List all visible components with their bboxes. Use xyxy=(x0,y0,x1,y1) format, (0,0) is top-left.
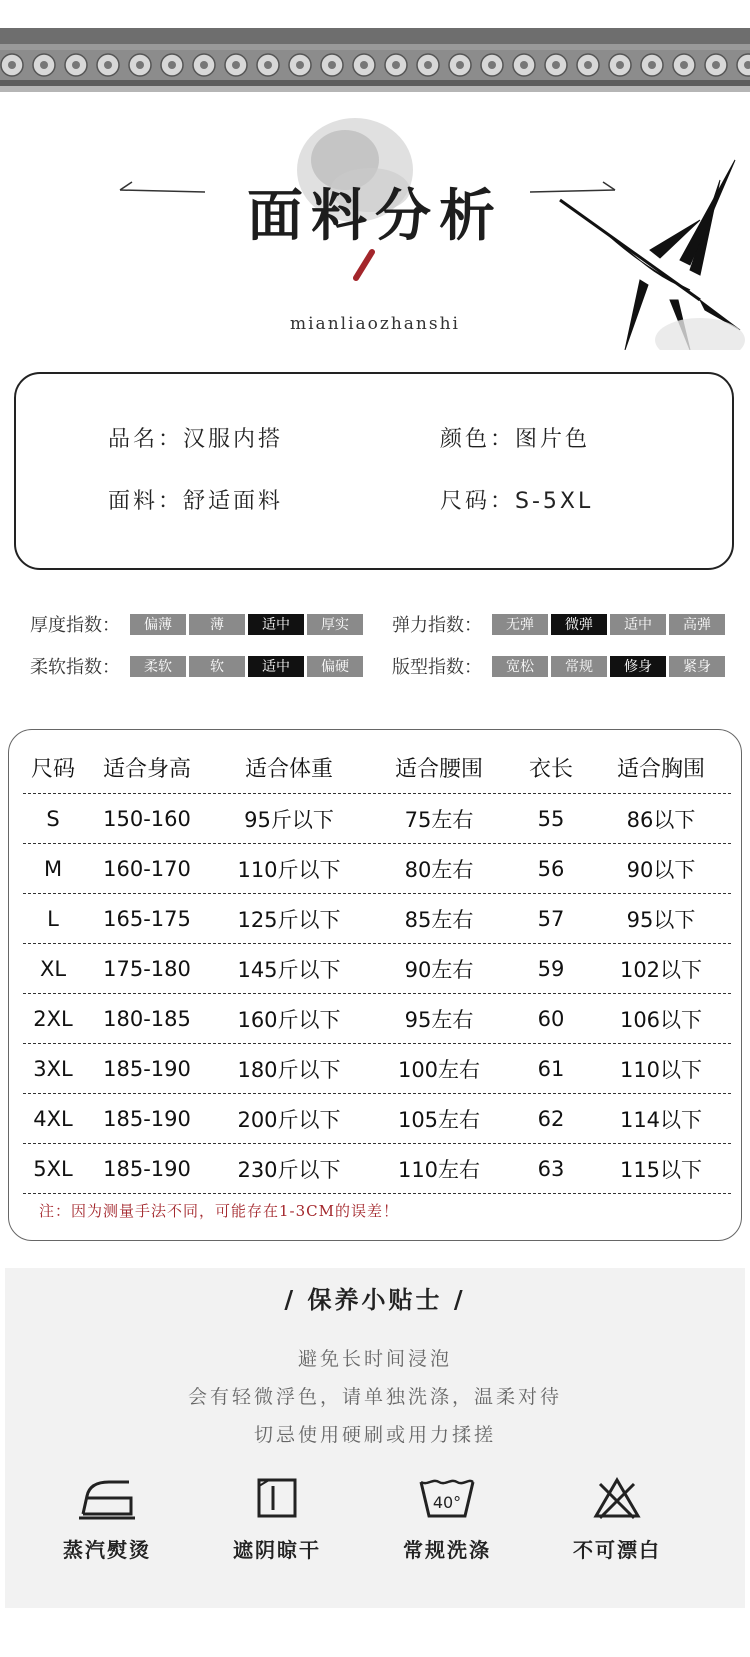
cell-weight: 180斤以下 xyxy=(237,1057,341,1082)
roof-tile-center xyxy=(456,61,464,69)
table-row xyxy=(23,1094,731,1144)
title-section xyxy=(0,100,750,350)
roof-tile-center xyxy=(104,61,112,69)
thickness-index xyxy=(30,612,366,636)
roof-tile-center xyxy=(680,61,688,69)
roof-tile-center xyxy=(616,61,624,69)
cell-waist: 110左右 xyxy=(397,1157,481,1182)
cell-height: 150-160 xyxy=(103,806,191,831)
cell-size: S xyxy=(46,806,60,831)
cell-size: 5XL xyxy=(33,1156,73,1181)
cell-chest: 102以下 xyxy=(619,957,703,982)
cell-height: 165-175 xyxy=(103,906,191,931)
fit-index xyxy=(392,654,728,678)
cell-size: XL xyxy=(39,956,67,981)
thickness-option: 厚实 xyxy=(307,614,363,635)
cell-weight: 200斤以下 xyxy=(237,1107,341,1132)
wash-temperature: 40° xyxy=(432,1493,462,1512)
care-line: 会有轻微浮色，请单独洗涤，温柔对待 xyxy=(187,1386,562,1408)
size-table-header xyxy=(23,742,731,794)
measurement-note: 注：因为测量手法不同，可能存在1-3CM的误差！ xyxy=(39,1202,399,1220)
product-color: 颜色：图片色 xyxy=(440,427,591,452)
header-length: 衣长 xyxy=(528,757,573,782)
table-row xyxy=(23,944,731,994)
care-label-wash: 常规洗涤 xyxy=(403,1538,491,1562)
cell-waist: 100左右 xyxy=(397,1057,481,1082)
roof-tile-center xyxy=(264,61,272,69)
care-item-shade-dry xyxy=(197,1476,357,1563)
header-size: 尺码 xyxy=(30,757,75,782)
size-chart xyxy=(8,729,742,1241)
elasticity-option: 适中 xyxy=(610,614,666,635)
care-item-iron xyxy=(27,1476,187,1563)
care-tips-section xyxy=(5,1268,745,1608)
cell-weight: 230斤以下 xyxy=(237,1157,341,1182)
cell-weight: 110斤以下 xyxy=(237,857,341,882)
cell-waist: 75左右 xyxy=(404,807,474,832)
cell-height: 175-180 xyxy=(103,956,191,981)
cell-chest: 106以下 xyxy=(619,1007,703,1032)
cell-length: 59 xyxy=(537,956,565,981)
page-subtitle: mianliaozhanshi xyxy=(290,314,460,334)
header-weight: 适合体重 xyxy=(244,757,333,782)
thickness-option: 薄 xyxy=(189,614,245,635)
size-table xyxy=(23,742,731,1194)
cell-chest: 115以下 xyxy=(619,1157,703,1182)
roof-tile-center xyxy=(72,61,80,69)
cell-height: 185-190 xyxy=(103,1106,191,1131)
care-label-shade-dry: 遮阴晾干 xyxy=(233,1538,321,1562)
roof-tile-center xyxy=(328,61,336,69)
roof-tile-center xyxy=(424,61,432,69)
care-item-no-bleach xyxy=(537,1476,697,1563)
cell-height: 180-185 xyxy=(103,1006,191,1031)
iron-icon xyxy=(77,1476,137,1520)
cell-waist: 90左右 xyxy=(404,957,474,982)
page-title: 面料分析 xyxy=(247,183,503,249)
roof-tile-center xyxy=(136,61,144,69)
care-item-wash xyxy=(367,1476,527,1563)
softness-option: 软 xyxy=(189,656,245,677)
care-line: 切忌使用硬刷或用力揉搓 xyxy=(253,1424,496,1446)
thickness-option-active: 适中 xyxy=(248,614,304,635)
roof-tile-center xyxy=(40,61,48,69)
cell-height: 160-170 xyxy=(103,856,191,881)
cell-weight: 125斤以下 xyxy=(237,907,341,932)
cell-weight: 145斤以下 xyxy=(237,957,341,982)
care-label-iron: 蒸汽熨烫 xyxy=(63,1538,151,1562)
table-row xyxy=(23,894,731,944)
product-info-box xyxy=(14,372,734,570)
fit-option: 常规 xyxy=(551,656,607,677)
cell-length: 61 xyxy=(537,1056,565,1081)
cell-length: 60 xyxy=(537,1006,565,1031)
fit-index-label: 版型指数： xyxy=(392,657,482,678)
cell-chest: 114以下 xyxy=(619,1107,703,1132)
care-line: 避免长时间浸泡 xyxy=(297,1348,452,1370)
roof-tile-center xyxy=(168,61,176,69)
table-row xyxy=(23,994,731,1044)
roof-tile-center xyxy=(296,61,304,69)
cell-size: 4XL xyxy=(33,1106,73,1131)
product-name: 品名：汉服内搭 xyxy=(108,427,284,452)
cell-length: 55 xyxy=(537,806,565,831)
header-height: 适合身高 xyxy=(102,757,191,782)
elasticity-index-label: 弹力指数： xyxy=(392,615,482,636)
roof-tile-center xyxy=(648,61,656,69)
care-label-no-bleach: 不可漂白 xyxy=(573,1538,661,1562)
cell-chest: 95以下 xyxy=(626,907,696,932)
cell-chest: 86以下 xyxy=(626,807,696,832)
roof-tile-center xyxy=(8,61,16,69)
fit-option: 宽松 xyxy=(492,656,548,677)
roof-tile-center xyxy=(232,61,240,69)
thickness-index-label: 厚度指数： xyxy=(30,615,120,636)
wash-40-icon xyxy=(417,1476,477,1520)
fit-option-active: 修身 xyxy=(610,656,666,677)
thickness-option: 偏薄 xyxy=(130,614,186,635)
shade-dry-icon xyxy=(255,1476,299,1520)
cell-waist: 95左右 xyxy=(404,1007,474,1032)
roof-tile-center xyxy=(552,61,560,69)
table-row xyxy=(23,1044,731,1094)
table-row xyxy=(23,844,731,894)
cell-length: 56 xyxy=(537,856,565,881)
cell-waist: 80左右 xyxy=(404,857,474,882)
roof-tile-center xyxy=(712,61,720,69)
roof-tile-center xyxy=(360,61,368,69)
cell-size: 2XL xyxy=(33,1006,73,1031)
softness-index xyxy=(30,654,366,678)
cell-height: 185-190 xyxy=(103,1156,191,1181)
cell-height: 185-190 xyxy=(103,1056,191,1081)
header-chest: 适合胸围 xyxy=(616,757,705,782)
header-waist: 适合腰围 xyxy=(394,757,483,782)
roof-tile-center xyxy=(584,61,592,69)
product-size-range: 尺码：S-5XL xyxy=(440,489,594,514)
cell-chest: 90以下 xyxy=(626,857,696,882)
elasticity-option: 高弹 xyxy=(669,614,725,635)
roof-tile-decoration xyxy=(0,28,750,98)
cell-waist: 105左右 xyxy=(397,1107,481,1132)
cell-weight: 95斤以下 xyxy=(244,807,334,832)
softness-index-label: 柔软指数： xyxy=(30,657,120,678)
cell-waist: 85左右 xyxy=(404,907,474,932)
roof-tile-center xyxy=(200,61,208,69)
cell-weight: 160斤以下 xyxy=(237,1007,341,1032)
softness-option: 柔软 xyxy=(130,656,186,677)
cell-length: 63 xyxy=(537,1156,565,1181)
cell-size: 3XL xyxy=(33,1056,73,1081)
roof-tile-center xyxy=(488,61,496,69)
cell-length: 57 xyxy=(537,906,565,931)
product-fabric: 面料：舒适面料 xyxy=(108,489,284,514)
cell-size: L xyxy=(47,906,59,931)
care-title: / 保养小贴士 / xyxy=(284,1285,466,1314)
roof-tile-center xyxy=(392,61,400,69)
softness-option-active: 适中 xyxy=(248,656,304,677)
softness-option: 偏硬 xyxy=(307,656,363,677)
elasticity-index xyxy=(392,612,728,636)
table-row xyxy=(23,1144,731,1194)
cell-length: 62 xyxy=(537,1106,565,1131)
fit-option: 紧身 xyxy=(669,656,725,677)
elasticity-option: 无弹 xyxy=(492,614,548,635)
cell-chest: 110以下 xyxy=(619,1057,703,1082)
no-bleach-icon xyxy=(592,1476,642,1520)
elasticity-option-active: 微弹 xyxy=(551,614,607,635)
roof-tile-center xyxy=(520,61,528,69)
cell-size: M xyxy=(43,856,63,881)
table-row xyxy=(23,794,731,844)
